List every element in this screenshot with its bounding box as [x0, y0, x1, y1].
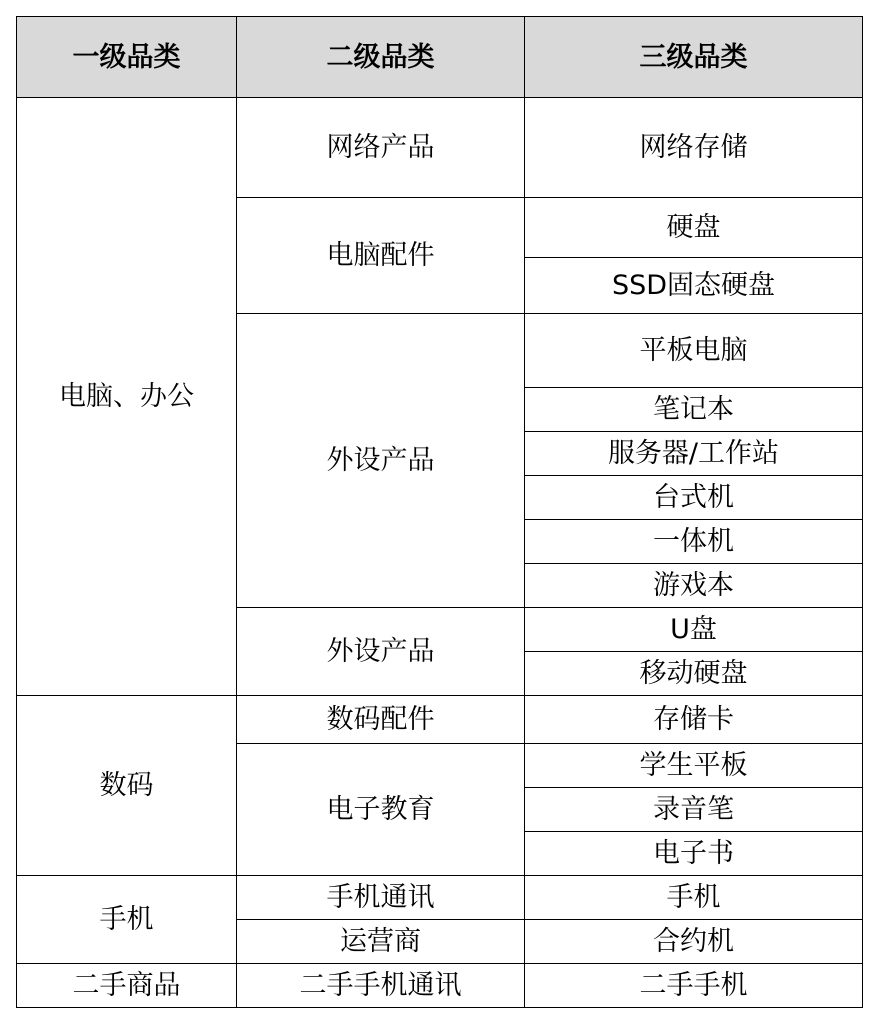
table-row — [17, 876, 863, 920]
level3-cell: 一体机 — [525, 520, 863, 564]
level3-cell: 游戏本 — [525, 564, 863, 608]
level2-cell: 外设产品 — [237, 314, 525, 608]
level3-cell: 服务器/工作站 — [525, 432, 863, 476]
table-row — [17, 98, 863, 198]
level3-cell: 台式机 — [525, 476, 863, 520]
level3-cell: 移动硬盘 — [525, 652, 863, 696]
level1-cell: 数码 — [17, 696, 237, 876]
level2-cell: 电脑配件 — [237, 198, 525, 314]
level1-cell: 手机 — [17, 876, 237, 964]
level1-cell: 电脑、办公 — [17, 98, 237, 696]
level2-cell: 数码配件 — [237, 696, 525, 744]
level3-cell: 手机 — [525, 876, 863, 920]
level2-cell: 手机通讯 — [237, 876, 525, 920]
level1-cell: 二手商品 — [17, 964, 237, 1008]
level3-cell: 网络存储 — [525, 98, 863, 198]
level2-cell: 网络产品 — [237, 98, 525, 198]
header-row — [17, 17, 863, 98]
header-level3: 三级品类 — [525, 17, 863, 98]
header-level1: 一级品类 — [17, 17, 237, 98]
level2-cell: 二手手机通讯 — [237, 964, 525, 1008]
level3-cell: 合约机 — [525, 920, 863, 964]
table-row — [17, 696, 863, 744]
level3-cell: 笔记本 — [525, 388, 863, 432]
level3-cell: U盘 — [525, 608, 863, 652]
level3-cell: 二手手机 — [525, 964, 863, 1008]
level3-cell: 电子书 — [525, 832, 863, 876]
level3-cell: 录音笔 — [525, 788, 863, 832]
category-table — [16, 16, 863, 1008]
level3-cell: 学生平板 — [525, 744, 863, 788]
header-level2: 二级品类 — [237, 17, 525, 98]
level2-cell: 运营商 — [237, 920, 525, 964]
level3-cell: 平板电脑 — [525, 314, 863, 388]
level2-cell: 外设产品 — [237, 608, 525, 696]
level3-cell: 硬盘 — [525, 198, 863, 258]
level3-cell: SSD固态硬盘 — [525, 258, 863, 314]
level2-cell: 电子教育 — [237, 744, 525, 876]
table-row — [17, 964, 863, 1008]
level3-cell: 存储卡 — [525, 696, 863, 744]
